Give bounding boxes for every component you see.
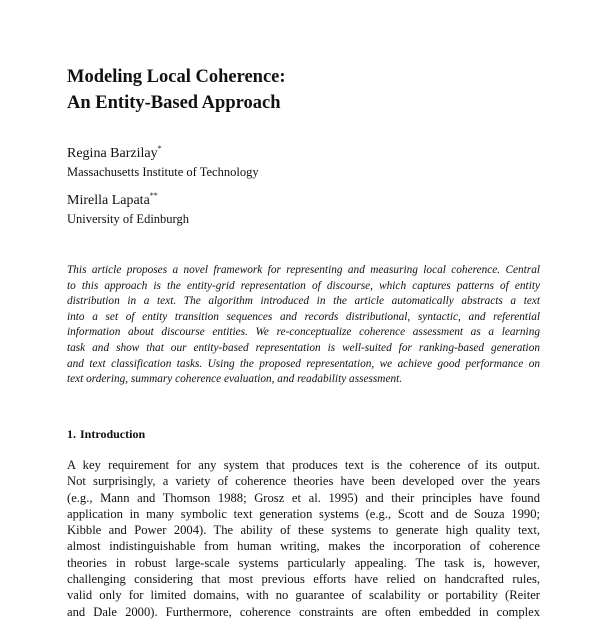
- abstract: [67, 263, 540, 388]
- body-line: theories in robust large-scale systems particularly appealing. The task is, however,: [67, 555, 540, 570]
- abstract-line: information about discourse entities. We re-conceptualize coherence assessment as a learning: [67, 326, 540, 339]
- abstract-line: and text classification tasks. Using the proposed representation, we achieve good performance on: [67, 357, 540, 370]
- section-number: 1.: [67, 427, 76, 441]
- body-line: Kibble and Power 2004). The ability of these systems to generate high quality text,: [67, 523, 540, 538]
- body-line: and Dale 2000). Furthermore, coherence constraints are often embedded in complex: [67, 604, 540, 619]
- author-block: [67, 146, 547, 180]
- abstract-line: This article proposes a novel framework for representing and measuring local coherence. Central: [67, 264, 540, 276]
- body-line: Not surprisingly, a variety of coherence theories have been developed over the years: [67, 474, 540, 489]
- body-line: almost indistinguishable from human writing, makes the incorporation of coherence: [67, 539, 540, 554]
- body-line: (e.g., Mann and Thomson 1988; Grosz et al. 1995) and their principles have found: [67, 490, 540, 505]
- section-heading: [67, 427, 145, 442]
- author-name-line: [67, 146, 547, 162]
- abstract-line: to this approach is the entity-grid representation of discourse, which captures patterns of entity: [67, 279, 540, 292]
- abstract-line: into a set of entity transition sequences and records distributional, syntactic, and referential: [67, 310, 540, 323]
- author-footnote-mark: *: [157, 144, 162, 153]
- section-title: Introduction: [80, 427, 146, 441]
- body-line: valid only for limited domains, with no guarantee of scalability or portability (Reiter: [67, 588, 540, 603]
- title-line-2: An Entity-Based Approach: [67, 93, 281, 113]
- author-name-line: [67, 193, 547, 209]
- title-line-1: Modeling Local Coherence:: [67, 67, 286, 87]
- paper-title: [67, 64, 547, 116]
- author-name: Mirella Lapata: [67, 193, 150, 208]
- body-line: challenging considering that most previous efforts have relied on handcrafted rules,: [67, 572, 540, 587]
- body-line: application in many symbolic text generation systems (e.g., Scott and de Souza 1990;: [67, 506, 540, 521]
- author-block: [67, 193, 547, 227]
- body-line: A key requirement for any system that produces text is the coherence of its output.: [67, 458, 540, 472]
- abstract-line: text ordering, summary coherence evaluation, and readability assessment.: [67, 373, 403, 386]
- author-footnote-mark: **: [149, 191, 158, 200]
- author-affiliation: University of Edinburgh: [67, 212, 189, 226]
- abstract-line: task and show that our entity-based representation is well-suited for ranking-based generation: [67, 341, 540, 354]
- body-paragraph: [67, 457, 540, 620]
- author-name: Regina Barzilay: [67, 146, 158, 161]
- author-affiliation: Massachusetts Institute of Technology: [67, 165, 259, 179]
- abstract-line: distribution in a text. The algorithm introduced in the article automatically abstracts a text: [67, 295, 540, 308]
